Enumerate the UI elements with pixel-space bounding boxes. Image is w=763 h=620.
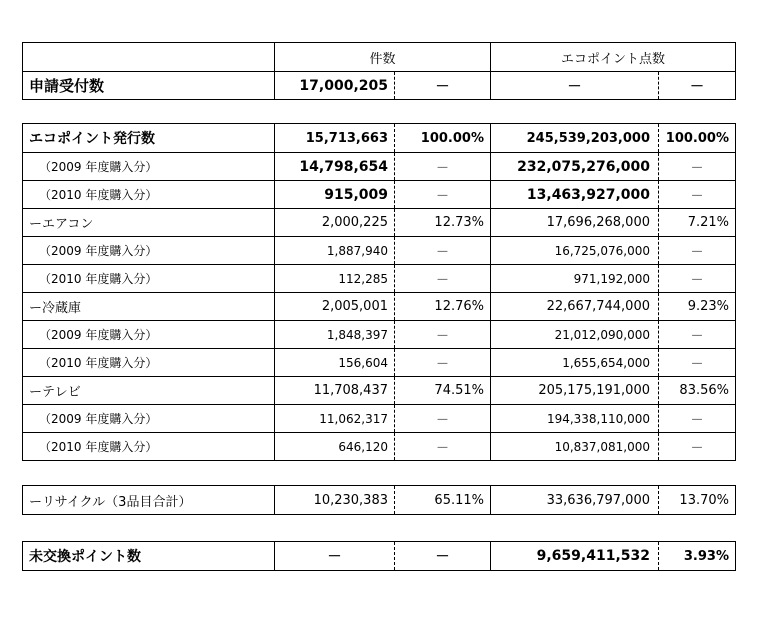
count-pct-cell: － (394, 237, 490, 264)
points-cell: 22,667,744,000 (490, 293, 658, 320)
table-row (23, 236, 735, 264)
recycle-table (22, 485, 736, 515)
table-row (23, 320, 735, 348)
points-cell: 1,655,654,000 (490, 349, 658, 376)
count-pct-cell: － (394, 321, 490, 348)
table-row (23, 124, 735, 152)
table-row (23, 404, 735, 432)
table-row (23, 348, 735, 376)
points-pct-cell: － (658, 433, 735, 460)
row-label: （2010 年度購入分） (39, 356, 158, 370)
count-pct-cell: 12.76% (394, 293, 490, 320)
points-pct-cell: － (658, 237, 735, 264)
count-cell: 915,009 (274, 181, 394, 208)
table-row (23, 432, 735, 460)
count-cell: － (274, 542, 394, 570)
row-label: （2009 年度購入分） (39, 160, 158, 174)
count-cell: 11,708,437 (274, 377, 394, 404)
count-cell: 14,798,654 (274, 153, 394, 180)
count-pct-cell: － (394, 542, 490, 570)
count-cell: 1,887,940 (274, 237, 394, 264)
count-cell: 1,848,397 (274, 321, 394, 348)
points-cell: 194,338,110,000 (490, 405, 658, 432)
count-pct-cell: － (394, 265, 490, 292)
points-pct-cell: 7.21% (658, 209, 735, 236)
points-cell: 245,539,203,000 (490, 124, 658, 152)
count-pct-cell: － (394, 433, 490, 460)
row-label: （2010 年度購入分） (39, 272, 158, 286)
points-pct-cell: 13.70% (658, 486, 735, 514)
points-pct-cell: － (658, 181, 735, 208)
table-row (23, 264, 735, 292)
count-pct-cell: － (394, 181, 490, 208)
points-cell: 21,012,090,000 (490, 321, 658, 348)
header-points: エコポイント点数 (490, 43, 735, 71)
header-blank-cell (23, 43, 274, 71)
count-pct-cell: 74.51% (394, 377, 490, 404)
row-label: （2009 年度購入分） (39, 244, 158, 258)
row-label: 未交換ポイント数 (29, 549, 141, 565)
count-cell: 15,713,663 (274, 124, 394, 152)
issued-table (22, 123, 736, 461)
row-label: （2009 年度購入分） (39, 328, 158, 342)
applications-row (23, 71, 735, 99)
count-cell: 646,120 (274, 433, 394, 460)
row-label: （2009 年度購入分） (39, 412, 158, 426)
count-cell: 112,285 (274, 265, 394, 292)
points-cell: － (490, 72, 658, 99)
count-pct-cell: 12.73% (394, 209, 490, 236)
points-pct-cell: 3.93% (658, 542, 735, 570)
count-pct-cell: 100.00% (394, 124, 490, 152)
summary-table-applications (22, 42, 736, 100)
row-label: （2010 年度購入分） (39, 440, 158, 454)
points-cell: 232,075,276,000 (490, 153, 658, 180)
points-pct-cell: － (658, 265, 735, 292)
table-row (23, 180, 735, 208)
unexchanged-row (23, 542, 735, 570)
header-kensu: 件数 (274, 43, 490, 71)
points-pct-cell: － (658, 72, 735, 99)
count-pct-cell: － (394, 72, 490, 99)
points-pct-cell: 9.23% (658, 293, 735, 320)
points-cell: 205,175,191,000 (490, 377, 658, 404)
points-pct-cell: 83.56% (658, 377, 735, 404)
points-cell: 9,659,411,532 (490, 542, 658, 570)
count-pct-cell: － (394, 405, 490, 432)
table-row (23, 376, 735, 404)
count-cell: 10,230,383 (274, 486, 394, 514)
row-label: （2010 年度購入分） (39, 188, 158, 202)
count-cell: 2,005,001 (274, 293, 394, 320)
points-pct-cell: － (658, 405, 735, 432)
count-cell: 17,000,205 (274, 72, 394, 99)
points-pct-cell: － (658, 349, 735, 376)
row-label: ーテレビ (29, 385, 81, 400)
count-cell: 11,062,317 (274, 405, 394, 432)
row-label: エコポイント発行数 (29, 131, 155, 147)
row-label: 申請受付数 (29, 77, 105, 95)
count-cell: 156,604 (274, 349, 394, 376)
table-row (23, 208, 735, 236)
table-row (23, 292, 735, 320)
count-pct-cell: 65.11% (394, 486, 490, 514)
recycle-row (23, 486, 735, 514)
points-pct-cell: 100.00% (658, 124, 735, 152)
points-cell: 10,837,081,000 (490, 433, 658, 460)
points-cell: 33,636,797,000 (490, 486, 658, 514)
count-pct-cell: － (394, 153, 490, 180)
points-cell: 16,725,076,000 (490, 237, 658, 264)
row-label: ーエアコン (29, 217, 94, 232)
count-pct-cell: － (394, 349, 490, 376)
unexchanged-table (22, 541, 736, 571)
points-cell: 13,463,927,000 (490, 181, 658, 208)
count-cell: 2,000,225 (274, 209, 394, 236)
row-label: ーリサイクル（3品目合計） (29, 494, 192, 510)
table-row (23, 152, 735, 180)
points-cell: 971,192,000 (490, 265, 658, 292)
points-pct-cell: － (658, 321, 735, 348)
points-pct-cell: － (658, 153, 735, 180)
points-cell: 17,696,268,000 (490, 209, 658, 236)
header-row (23, 43, 735, 71)
row-label: ー冷蔵庫 (29, 301, 82, 316)
